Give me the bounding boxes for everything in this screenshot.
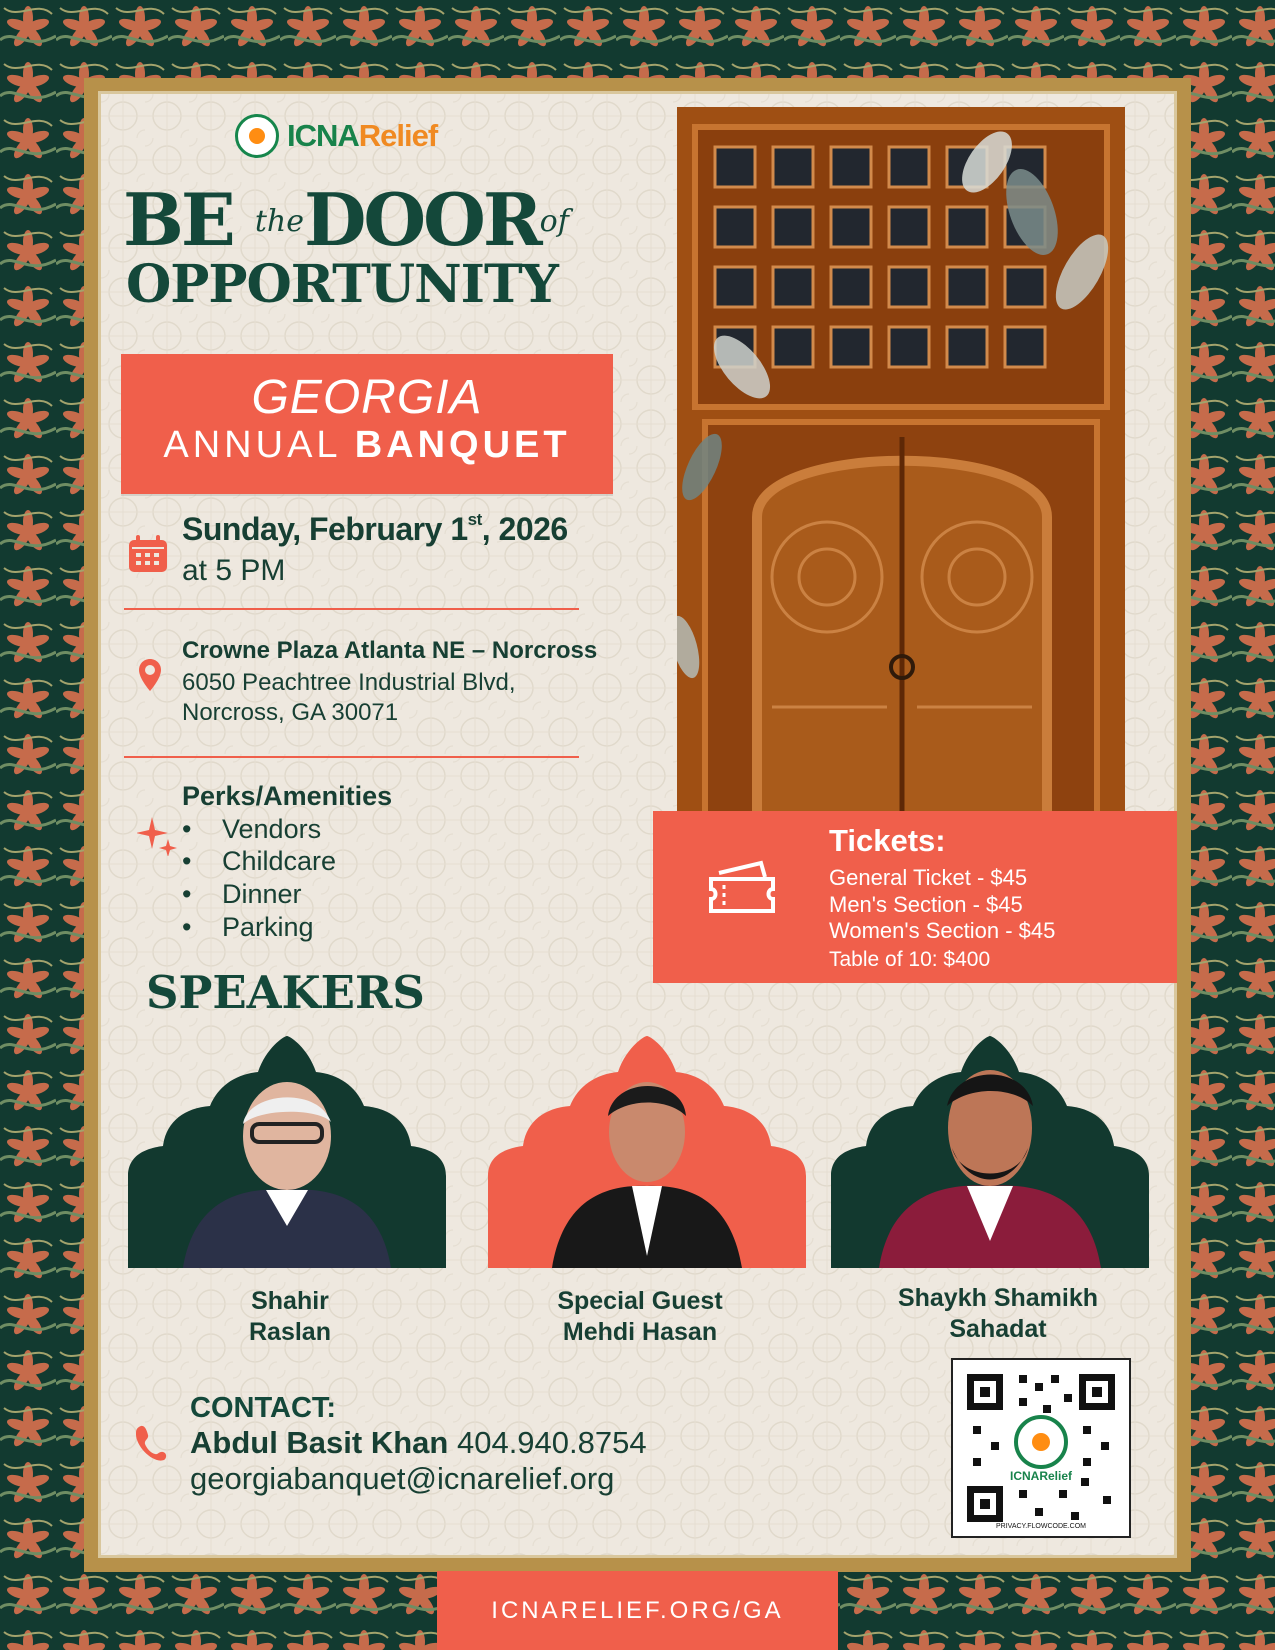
tickets-box xyxy=(653,811,1177,983)
calendar-icon xyxy=(128,535,168,573)
speaker-card-shamikh xyxy=(831,1036,1149,1268)
divider-bottom xyxy=(124,756,579,758)
event-time: at 5 PM xyxy=(182,554,286,587)
venue-name: Crowne Plaza Atlanta NE – Norcross xyxy=(182,637,598,664)
event-title-line-1: BE theDOORof xyxy=(123,177,569,262)
speaker-name-shamikh: Shaykh Shamikh Sahadat xyxy=(897,1284,1099,1343)
perk-item: • Dinner xyxy=(182,879,302,909)
qr-logo-text: ICNARelief xyxy=(1009,1469,1073,1483)
perk-item: • Parking xyxy=(182,912,314,942)
perks-title: Perks/Amenities xyxy=(182,781,393,811)
speaker-name-shahir: Shahir Raslan xyxy=(249,1287,331,1346)
speaker-photo-frame xyxy=(831,1036,1149,1268)
tickets-title: Tickets: xyxy=(829,823,946,858)
muslims-for-humanity-badge-icon xyxy=(235,114,279,158)
perk-item: • Childcare xyxy=(182,846,337,876)
ticket-men: Men's Section - $45 xyxy=(829,892,1023,917)
speaker-photo-frame xyxy=(488,1036,806,1268)
event-date: Sunday, February 1st, 2026 xyxy=(182,510,568,547)
speaker-card-shahir xyxy=(128,1036,446,1268)
venue-address-line-2: Norcross, GA 30071 xyxy=(182,699,399,726)
ticket-women: Women's Section - $45 xyxy=(829,918,1056,943)
speakers-title: SPEAKERS xyxy=(146,966,425,1019)
contact-name-phone: Abdul Basit Khan 404.940.8754 xyxy=(190,1425,647,1460)
event-name-banner xyxy=(121,354,613,494)
location-pin-icon xyxy=(138,658,162,692)
perk-item: • Vendors xyxy=(182,814,322,844)
speaker-photo-frame xyxy=(128,1036,446,1268)
qr-code[interactable] xyxy=(951,1358,1131,1538)
icna-relief-logo xyxy=(235,113,437,159)
phone-icon xyxy=(133,1424,167,1462)
ticket-general: General Ticket - $45 xyxy=(829,865,1028,890)
website-footer[interactable]: ICNARELIEF.ORG/GA xyxy=(437,1571,838,1650)
contact-email: georgiabanquet@icnarelief.org xyxy=(190,1461,615,1496)
venue-address-line-1: 6050 Peachtree Industrial Blvd, xyxy=(182,669,516,696)
banquet-label: ANNUAL BANQUET xyxy=(163,424,571,466)
event-title-line-2: OPPORTUNITY xyxy=(126,254,558,315)
carved-door-image xyxy=(677,107,1125,819)
speaker-name-mehdi: Special Guest Mehdi Hasan xyxy=(557,1287,723,1346)
door-illustration xyxy=(677,107,1125,819)
qr-code-graphic xyxy=(953,1360,1129,1536)
logo-text: ICNARelief xyxy=(287,118,438,153)
contact-title: CONTACT: xyxy=(190,1392,337,1424)
qr-url-text: PRIVACY.FLOWCODE.COM xyxy=(996,1523,1086,1530)
state-label: GEORGIA xyxy=(251,371,483,424)
ticket-table: Table of 10: $400 xyxy=(829,948,991,971)
speaker-card-mehdi xyxy=(488,1036,806,1268)
sparkle-icon xyxy=(137,816,179,856)
ticket-icon xyxy=(703,859,783,919)
divider-top xyxy=(124,608,579,610)
